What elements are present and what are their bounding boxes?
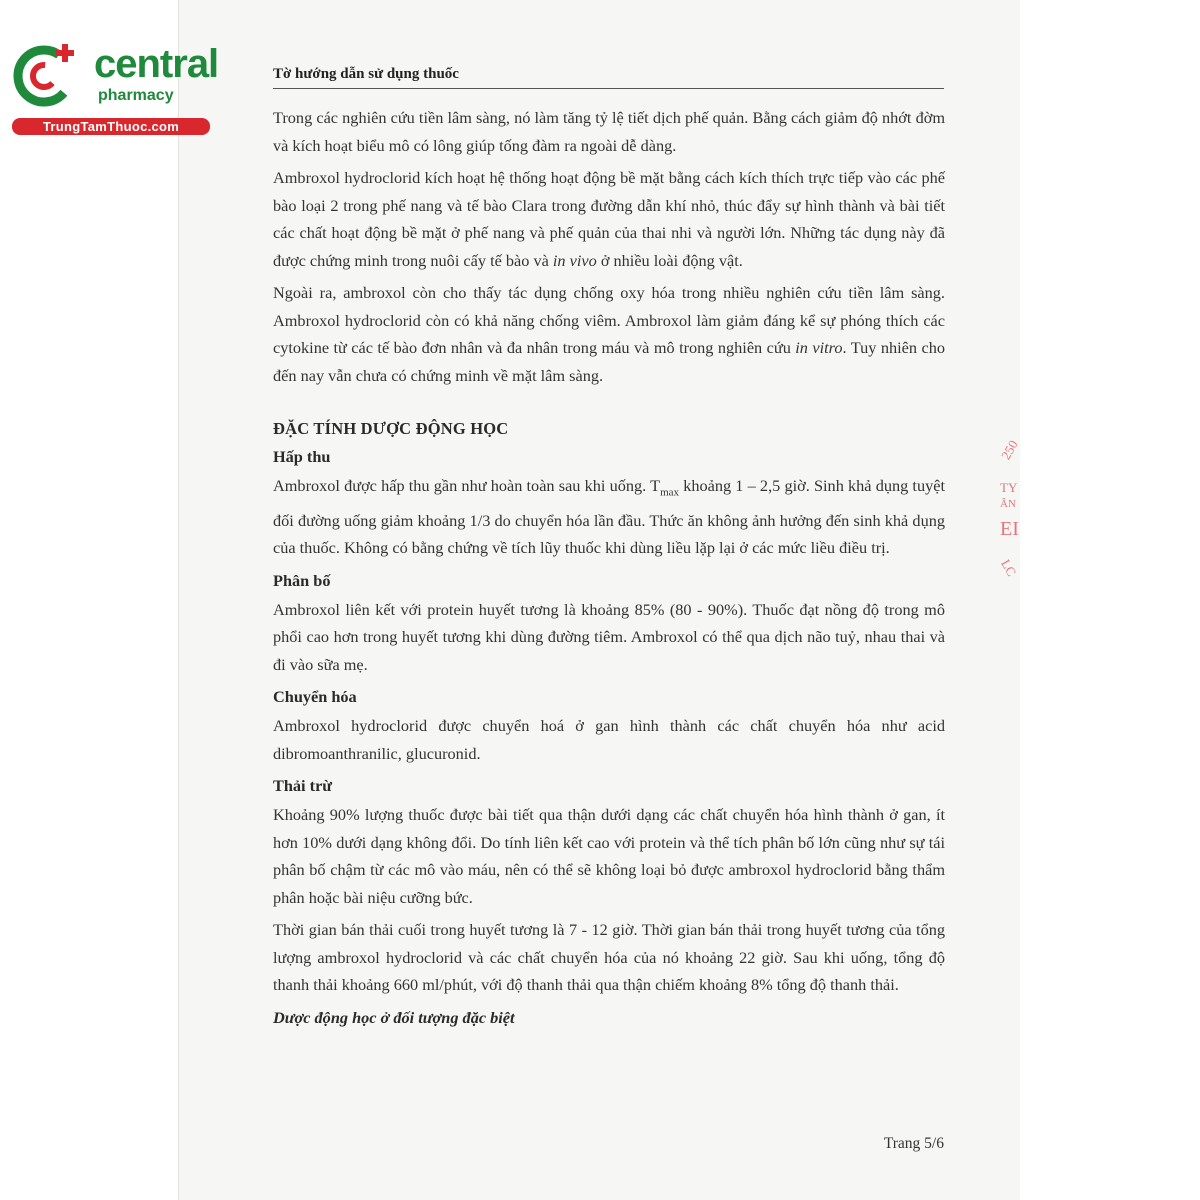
intro-paragraph: Ngoài ra, ambroxol còn cho thấy tác dụng chống oxy hóa trong nhiều nghiên cứu tiền lâm sàng. Ambroxol hydroclorid còn có khả năng chống viêm. Ambroxol làm giảm đáng kể sự phóng thích các cytokine từ các tế bào đơn nhân và đa nhân trong máu và mô trong nghiên cứu in vitro. Tuy nhiên cho đến nay vẫn chưa có chứng minh về mặt lâm sàng. — [273, 283, 945, 385]
intro-paragraph: Trong các nghiên cứu tiền lâm sàng, nó làm tăng tỷ lệ tiết dịch phế quản. Bằng cách giảm độ nhớt đờm và kích hoạt biểu mô có lông giúp tống đàm ra ngoài dễ dàng. — [273, 108, 945, 155]
subsection-heading-elimination: Thải trừ — [273, 776, 333, 796]
page-number: Trang 5/6 — [883, 1135, 944, 1152]
section-title: ĐẶC TÍNH DƯỢC ĐỘNG HỌC — [273, 419, 509, 438]
absorption-paragraph: Ambroxol được hấp thu gần như hoàn toàn sau khi uống. $T_{max}$ khoảng 1 – 2,5 giờ. Sinh khả dụng tuyệt đối đường uống giảm khoảng 1/3 do chuyển hóa lần đầu. Thức ăn không ảnh hưởng đến sinh khả dụng của thuốc. Không có bằng chứng về tích lũy thuốc khi dùng liều lặp lại ở các mức liều điều trị. — [273, 476, 945, 558]
latin-term: in vitro — [795, 338, 843, 357]
page-margin — [1020, 0, 1200, 1200]
elimination-paragraph: Khoảng 90% lượng thuốc được bài tiết qua thận dưới dạng các chất chuyển hóa hình thành ở gan, ít hơn 10% dưới dạng không đổi. Do tính liên kết cao với protein và thể tích phân bố lớn cũng như sự tái phân bố chậm từ các mô vào máu, nên có thể sẽ không loại bỏ được ambroxol hydroclorid bằng thẩm phân hoặc bài niệu cưỡng bức. — [273, 805, 945, 907]
stamp-text: LC — [998, 556, 1020, 579]
brand-logo[interactable] — [10, 38, 219, 138]
central-pharmacy-logo-icon — [10, 38, 82, 110]
stamp-text: EI — [1000, 518, 1019, 540]
metabolism-paragraph: Ambroxol hydroclorid được chuyển hoá ở gan hình thành các chất chuyển hóa như acid dibromoanthranilic, glucuronid. — [273, 716, 945, 763]
elimination-paragraph: Thời gian bán thải cuối trong huyết tương là 7 - 12 giờ. Thời gian bán thải trong huyết tương của tổng lượng ambroxol hydroclorid và các chất chuyển hóa của nó khoảng 22 giờ. Sau khi uống, tổng độ thanh thải khoảng 660 ml/phút, với độ thanh thải qua thận chiếm khoảng 8% tổng độ thanh thải. — [273, 920, 945, 995]
red-stamp-fragment — [996, 430, 1026, 600]
subsection-heading-special-populations: Dược động học ở đối tượng đặc biệt — [273, 1007, 515, 1027]
stamp-text: TY — [1000, 480, 1018, 495]
logo-subtitle: pharmacy — [98, 87, 174, 104]
logo-website: TrungTamThuoc.com — [12, 118, 210, 135]
stamp-text: ÂN — [1000, 498, 1016, 510]
document-body — [273, 104, 945, 1033]
stamp-text: 250 — [997, 437, 1021, 462]
logo-brand-name: central — [94, 42, 219, 86]
subsection-heading-metabolism: Chuyển hóa — [273, 687, 357, 707]
latin-term: in vivo — [552, 250, 597, 270]
subsection-heading-absorption: Hấp thu — [273, 447, 331, 466]
intro-paragraph: Ambroxol hydroclorid kích hoạt hệ thống hoạt động bề mặt bằng cách kích thích trực tiếp vào các phế bào loại 2 trong phế nang và tế bào Clara trong đường dẫn khí nhỏ, thúc đẩy sự hình thành và bài tiết các chất hoạt động bề mặt ở phế nang và phế quản của thai nhi và người lớn. Những tác dụng này đã được chứng minh trong nuôi cấy tế bào và in vivo ở nhiều loài động vật. — [273, 168, 945, 270]
distribution-paragraph: Ambroxol liên kết với protein huyết tương là khoảng 85% (80 - 90%). Thuốc đạt nồng độ trong mô phổi cao hơn trong huyết tương khi dùng đường tiêm. Ambroxol có thể qua dịch não tuỷ, nhau thai và đi vào sữa mẹ. — [273, 599, 945, 674]
document-header: Tờ hướng dẫn sử dụng thuốc — [273, 66, 944, 89]
subsection-heading-distribution: Phân bố — [273, 570, 331, 590]
